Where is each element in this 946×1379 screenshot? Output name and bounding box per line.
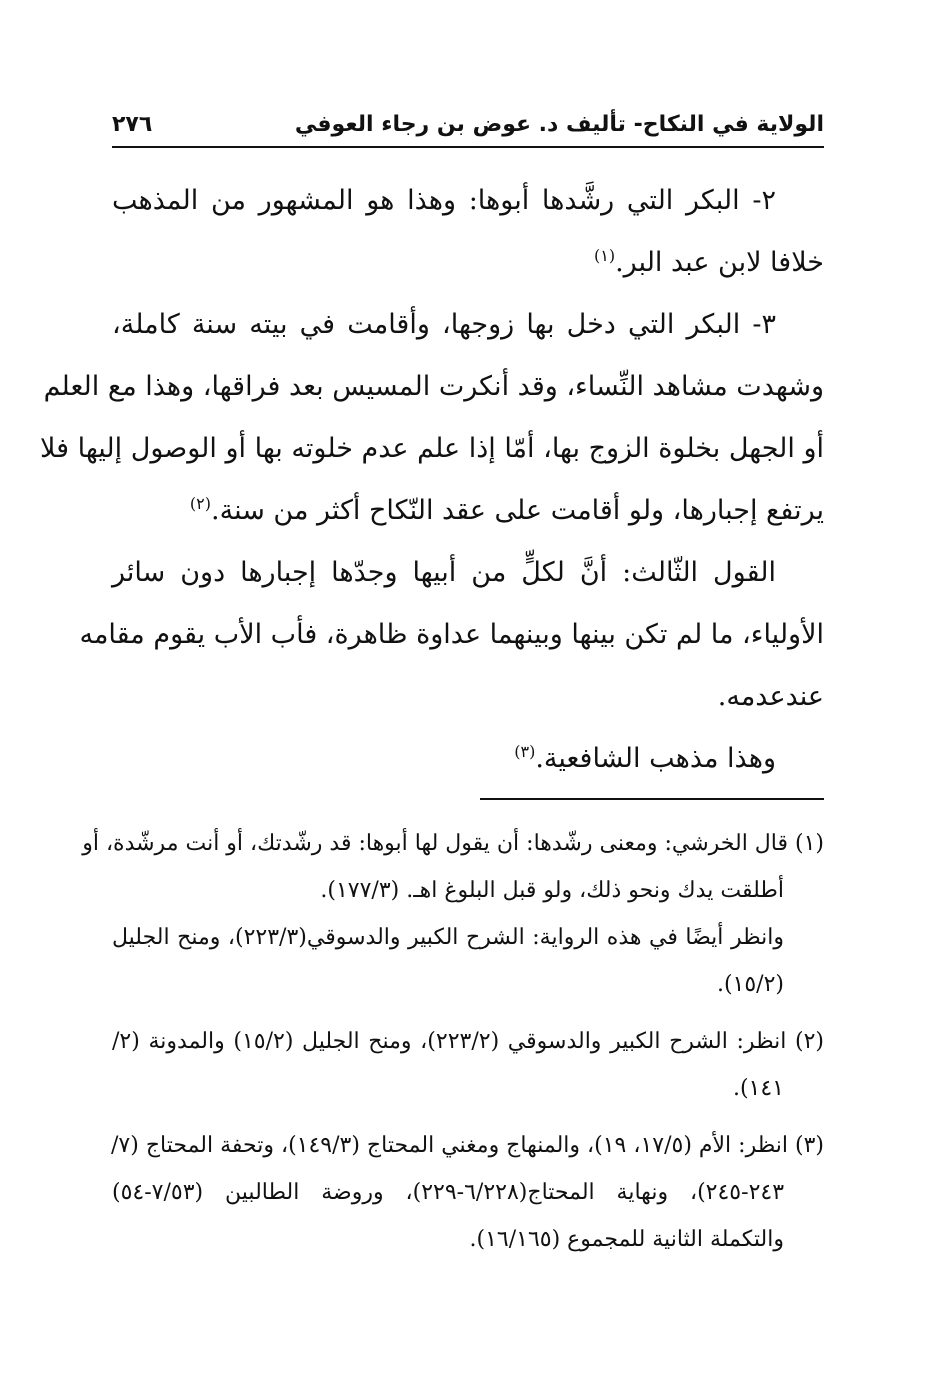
text-line [112, 542, 824, 604]
footnotes [82, 820, 824, 1263]
footnote-line [112, 1065, 824, 1112]
text-line-content: وهذا مذهب الشافعية. [535, 743, 776, 774]
text-line-content: خلافا لابن عبد البر. [615, 247, 824, 278]
footnote-text: (٢) انظر: الشرح الكبير والدسوقي (٢٢٣/٢)، ومنح الجليل (١٥/٢) والمدونة (٢/ [112, 1029, 824, 1054]
page-number: ٢٧٦ [112, 111, 153, 137]
footnote-separator [480, 798, 824, 800]
text-line [112, 480, 824, 542]
footnote-text: (٣) انظر: الأم (١٧/٥، ١٩)، والمنهاج ومغني المحتاج (١٤٩/٣)، وتحفة المحتاج (٧/ [111, 1133, 824, 1158]
text-line-content: القول الثّالث: أنَّ لكلٍّ من أبيها وجدّها إجبارها دون سائر [112, 557, 776, 588]
footnote-line [112, 914, 824, 961]
text-line [112, 666, 824, 728]
text-line [112, 294, 824, 356]
footnote-line [112, 867, 824, 914]
main-text [40, 170, 824, 790]
header-rule [112, 146, 824, 148]
footnote-text: وانظر أيضًا في هذه الرواية: الشرح الكبير والدسوقي(٢٢٣/٣)، ومنح الجليل [112, 925, 784, 950]
text-line [40, 418, 824, 480]
footnote-ref: (٣) [514, 742, 536, 761]
footnote-line [112, 1122, 824, 1169]
text-line-content: أو الجهل بخلوة الزوج بها، أمّا إذا علم عدم خلوته بها أو الوصول إليها فلا [40, 433, 824, 464]
footnote-line [112, 1169, 824, 1216]
text-line-content: ٢- البكر التي رشَّدها أبوها: وهذا هو المشهور من المذهب [112, 185, 776, 216]
footnote-text: (١٥/٢). [716, 972, 784, 997]
footnote-line [112, 1018, 824, 1065]
footnote-text: أطلقت يدك ونحو ذلك، ولو قبل البلوغ اهـ. (١٧٧/٣). [320, 878, 784, 903]
footnote-ref: (٢) [189, 494, 212, 513]
text-line [43, 356, 824, 418]
footnote-gap [112, 1112, 824, 1122]
footnote-line [82, 820, 824, 867]
page-header [112, 104, 824, 144]
text-line [112, 170, 824, 232]
footnote-gap [112, 1008, 824, 1018]
text-line-content: الأولياء، ما لم تكن بينها وبينهما عداوة ظاهرة، فأب الأب يقوم مقامه [79, 619, 824, 650]
footnote-text: ١٤١). [732, 1076, 784, 1101]
text-line-content: وشهدت مشاهد النِّساء، وقد أنكرت المسيس بعد فراقها، وهذا مع العلم [43, 371, 824, 402]
text-line-content: ٣- البكر التي دخل بها زوجها، وأقامت في بيته سنة كاملة، [112, 309, 776, 340]
running-title: الولاية في النكاح- تأليف د. عوض بن رجاء العوفي [294, 111, 824, 137]
text-line-content: يرتفع إجبارها، ولو أقامت على عقد النّكاح أكثر من سنة. [211, 495, 824, 526]
text-line-content: عندعدمه. [717, 681, 824, 712]
footnote-line [112, 1216, 824, 1263]
footnote-text: والتكملة الثانية للمجموع (١٦/١٦٥). [469, 1227, 784, 1252]
footnote-text: (١) قال الخرشي: ومعنى رشّدها: أن يقول لها أبوها: قد رشّدتك، أو أنت مرشّدة، أو [82, 831, 824, 856]
footnote-ref: (١) [593, 246, 616, 265]
text-line [112, 232, 824, 294]
footnote-text: ٢٤٣-٢٤٥)، ونهاية المحتاج(٦/٢٢٨-٢٢٩)، وروضة الطالبين (٧/٥٣-٥٤) [112, 1180, 785, 1205]
text-line [79, 604, 824, 666]
text-line [112, 728, 824, 790]
footnote-line [112, 961, 824, 1008]
